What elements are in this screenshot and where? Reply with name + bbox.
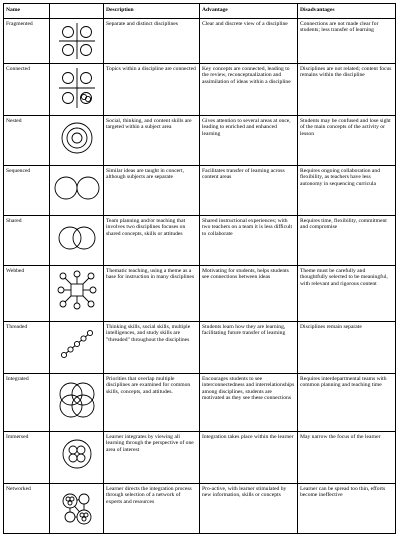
row-description: Learner directs the integration process through selection of a network of experts and resources	[104, 484, 200, 534]
row-disadvantage: May narrow the focus of the learner	[298, 432, 396, 484]
row-advantage: Integration takes place within the learner	[200, 432, 298, 484]
webbed-model-icon	[55, 268, 99, 312]
header-disadvantage: Disadvantages	[298, 4, 396, 19]
integrated-model-icon	[53, 376, 101, 424]
row-advantage: Motivating for students, helps students see connections between ideas	[200, 266, 298, 322]
row-name: Webbed	[4, 266, 50, 322]
row-name: Immersed	[4, 432, 50, 484]
table-row	[4, 322, 396, 374]
row-disadvantage: Theme must be carefully and thoughtfully selected to be meaningful, with relevant and rigorous content	[298, 266, 396, 322]
table-row	[4, 116, 396, 166]
row-advantage: Key concepts are connected, leading to the review, reconceptualization and assimilation of ideas within a discipline	[200, 64, 298, 116]
table-row	[4, 432, 396, 484]
row-disadvantage: Learner can be spread too thin, efforts become ineffective	[298, 484, 396, 534]
row-disadvantage: Requires ongoing collaboration and flexibility, as teachers have less autonomy in sequencing curricula	[298, 166, 396, 216]
header-illustration	[50, 4, 104, 19]
row-description: Topics within a discipline are connected	[104, 64, 200, 116]
table-row	[4, 266, 396, 322]
row-description: Learner integrates by viewing all learning through the perspective of one area of interest	[104, 432, 200, 484]
row-disadvantage: Students may be confused and lose sight of the main concepts of the activity or lesson	[298, 116, 396, 166]
row-advantage: Clear and discrete view of a discipline	[200, 19, 298, 64]
header-row	[4, 4, 396, 19]
row-description: Similar ideas are taught in concert, although subjects are separate	[104, 166, 200, 216]
row-description: Priorities that overlap multiple disciplines are examined for common skills, concepts, and attitudes.	[104, 374, 200, 432]
row-name: Threaded	[4, 322, 50, 374]
header-advantage: Advantage	[200, 4, 298, 19]
row-advantage: Gives attention to several areas at once, leading to enriched and enhanced learning	[200, 116, 298, 166]
integration-models-table	[3, 3, 396, 534]
fragmented-model-icon	[57, 21, 97, 61]
row-advantage: Shared instructional experiences; with two teachers on a team it is less difficult to collaborate	[200, 216, 298, 266]
row-name: Sequenced	[4, 166, 50, 216]
row-advantage: Encourages students to see interconnectedness and interrelationships among disciplines, students are motivated as they see these connections	[200, 374, 298, 432]
header-name: Name	[4, 4, 50, 19]
row-disadvantage: Requires time, flexibility, commitment and compromise	[298, 216, 396, 266]
row-name: Shared	[4, 216, 50, 266]
row-advantage: Students learn how they are learning, facilitating future transfer of learning	[200, 322, 298, 374]
connected-model-icon	[57, 66, 97, 110]
row-name: Nested	[4, 116, 50, 166]
row-disadvantage: Disciplines are not related; content focus remains within the discipline	[298, 64, 396, 116]
row-name: Connected	[4, 64, 50, 116]
table-row	[4, 19, 396, 64]
row-disadvantage: Connections are not made clear for students; less transfer of learning	[298, 19, 396, 64]
header-description: Description	[104, 4, 200, 19]
table-row	[4, 484, 396, 534]
row-advantage: Pro-active, with learner stimulated by new information, skills or concepts	[200, 484, 298, 534]
row-description: Separate and distinct disciplines	[104, 19, 200, 64]
row-description: Social, thinking, and content skills are targeted within a subject area	[104, 116, 200, 166]
table-row	[4, 374, 396, 432]
nested-model-icon	[57, 118, 97, 158]
row-name: Networked	[4, 484, 50, 534]
sequenced-model-icon	[53, 168, 101, 208]
row-name: Integrated	[4, 374, 50, 432]
table-row	[4, 216, 396, 266]
row-description: Thematic teaching, using a theme as a base for instruction in many disciplines	[104, 266, 200, 322]
networked-model-icon	[55, 486, 99, 530]
row-advantage: Facilitates transfer of learning across content areas	[200, 166, 298, 216]
shared-model-icon	[53, 218, 101, 258]
row-disadvantage: Requires interdepartmental teams with common planning and teaching time	[298, 374, 396, 432]
threaded-model-icon	[55, 324, 99, 364]
immersed-model-icon	[57, 434, 97, 474]
row-description: Thinking skills, social skills, multiple intelligences, and study skills are "threaded" throughout the disciplines	[104, 322, 200, 374]
row-disadvantage: Disciplines remain separate	[298, 322, 396, 374]
row-name: Fragmented	[4, 19, 50, 64]
table-row	[4, 166, 396, 216]
table-row	[4, 64, 396, 116]
row-description: Team planning and/or teaching that involves two disciplines focuses on shared concepts, skills or attitudes	[104, 216, 200, 266]
